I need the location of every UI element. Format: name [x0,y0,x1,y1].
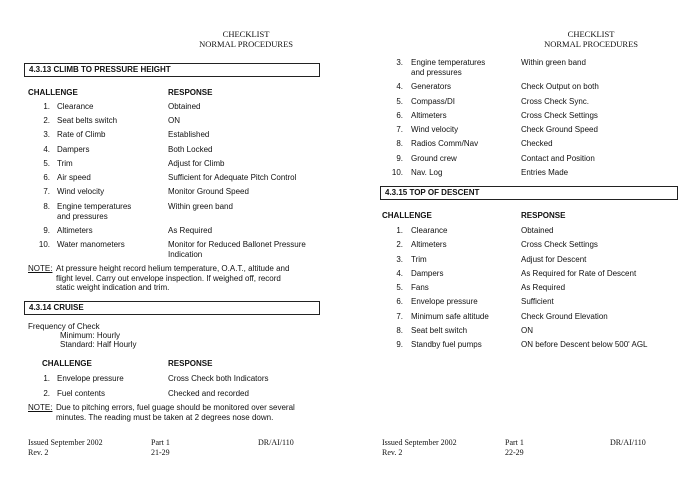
item-number: 6. [396,111,403,120]
item-number: 8. [396,326,403,335]
response-text: As Required [168,226,213,235]
page-header [199,29,293,49]
challenge-header: CHALLENGE [42,359,92,368]
item-number: 3. [43,130,50,139]
response-text: Established [168,130,210,139]
challenge-text: Clearance [411,226,448,235]
response-text: Cross Check Sync. [521,97,590,106]
response-text: ON before Descent below 500' AGL [521,340,648,349]
response-text: Adjust for Descent [521,255,587,264]
item-number: 9. [396,154,403,163]
section-title-climb: 4.3.13 CLIMB TO PRESSURE HEIGHT [24,63,320,77]
challenge-text: Altimeters [411,111,447,120]
challenge-text: Engine temperatures and pressures [411,58,486,77]
challenge-text: Envelope pressure [57,374,124,383]
response-text: Sufficient [521,297,554,306]
challenge-text: Radios Comm/Nav [411,139,479,148]
challenge-text: Minimum safe altitude [411,312,489,321]
item-number: 2. [43,389,50,398]
challenge-text: Engine temperatures and pressures [57,202,132,221]
item-number: 2. [43,116,50,125]
challenge-text: Dampers [57,145,90,154]
frequency-minimum: Minimum: Hourly [60,331,121,340]
challenge-text: Ground crew [411,154,457,163]
response-text: As Required [521,283,566,292]
challenge-text: Nav. Log [411,168,443,177]
challenge-text: Rate of Climb [57,130,106,139]
item-number: 4. [43,145,50,154]
challenge-text: Wind velocity [411,125,459,134]
response-text: Check Ground Speed [521,125,598,134]
response-header: RESPONSE [521,211,566,220]
header-line1: CHECKLIST [567,29,615,39]
item-number: 1. [396,226,403,235]
challenge-text: Fuel contents [57,389,106,398]
challenge-text: Water manometers [57,240,125,249]
item-number: 4. [396,82,403,91]
item-number: 5. [396,97,403,106]
footer-doc: DR/AI/110 [258,438,294,447]
header-line1: CHECKLIST [222,29,270,39]
item-number: 9. [396,340,403,349]
response-text: Monitor for Reduced Ballonet Pressure Indication [168,240,306,259]
footer-doc: DR/AI/110 [610,438,646,447]
item-number: 1. [43,102,50,111]
response-text: Obtained [521,226,554,235]
frequency-label: Frequency of Check [28,322,100,331]
challenge-text: Seat belts switch [57,116,118,125]
challenge-text: Altimeters [57,226,93,235]
response-text: Within green band [521,58,586,67]
header-line2: NORMAL PROCEDURES [199,39,293,49]
response-text: Contact and Position [521,154,595,163]
response-text: Monitor Ground Speed [168,187,249,196]
cruise-note-text: Due to pitching errors, fuel guage should be monitored over several minutes. The reading must be taken at 2 degrees nose down. [56,403,295,422]
challenge-text: Standby fuel pumps [411,340,482,349]
item-number: 7. [396,125,403,134]
response-text: Cross Check both Indicators [168,374,269,383]
item-number: 8. [43,202,50,211]
climb-note-label: NOTE: [28,264,53,273]
item-number: 3. [396,255,403,264]
challenge-text: Air speed [57,173,91,182]
frequency-standard: Standard: Half Hourly [60,340,137,349]
right-page [345,0,690,487]
item-number: 7. [43,187,50,196]
item-number: 3. [396,58,403,67]
section-title-cruise: 4.3.14 CRUISE [24,301,320,315]
response-header: RESPONSE [168,359,213,368]
response-text: Sufficient for Adequate Pitch Control [168,173,297,182]
section-title-descent: 4.3.15 TOP OF DESCENT [380,186,678,200]
response-text: Entries Made [521,168,569,177]
response-text: As Required for Rate of Descent [521,269,637,278]
challenge-text: Fans [411,283,429,292]
response-text: Checked [521,139,553,148]
item-number: 2. [396,240,403,249]
challenge-text: Compass/DI [411,97,456,106]
response-text: Checked and recorded [168,389,249,398]
item-number: 9. [43,226,50,235]
cruise-note-label: NOTE: [28,403,53,412]
footer-issued: Issued September 2002 Rev. 2 [28,438,103,457]
response-text: ON [521,326,533,335]
response-text: Obtained [168,102,201,111]
item-number: 10. [391,168,403,177]
item-number: 8. [396,139,403,148]
footer-issued: Issued September 2002 Rev. 2 [382,438,457,457]
climb-note-text: At pressure height record helium temperature, O.A.T., altitude and flight level. Carry out envelope inspection. If weighed off, record static weight indication and trim. [56,264,290,292]
challenge-text: Trim [57,159,73,168]
footer-part: Part 1 21-29 [151,438,170,457]
response-text: ON [168,116,180,125]
challenge-text: Seat belt switch [411,326,468,335]
challenge-text: Envelope pressure [411,297,478,306]
item-number: 1. [43,374,50,383]
response-text: Check Ground Elevation [521,312,608,321]
challenge-text: Generators [411,82,452,91]
response-text: Adjust for Climb [168,159,225,168]
response-text: Cross Check Settings [521,240,598,249]
header-line2: NORMAL PROCEDURES [544,39,638,49]
item-number: 6. [396,297,403,306]
challenge-text: Altimeters [411,240,447,249]
challenge-text: Dampers [411,269,444,278]
item-number: 5. [396,283,403,292]
challenge-text: Clearance [57,102,94,111]
response-text: Both Locked [168,145,213,154]
item-number: 10. [38,240,50,249]
item-number: 7. [396,312,403,321]
response-text: Check Output on both [521,82,599,91]
item-number: 4. [396,269,403,278]
challenge-text: Trim [411,255,427,264]
challenge-header: CHALLENGE [28,88,78,97]
footer-part: Part 1 22-29 [505,438,524,457]
item-number: 5. [43,159,50,168]
response-header: RESPONSE [168,88,213,97]
response-text: Within green band [168,202,233,211]
item-number: 6. [43,173,50,182]
response-text: Cross Check Settings [521,111,598,120]
challenge-text: Wind velocity [57,187,105,196]
challenge-header: CHALLENGE [382,211,432,220]
page-header [544,29,638,49]
